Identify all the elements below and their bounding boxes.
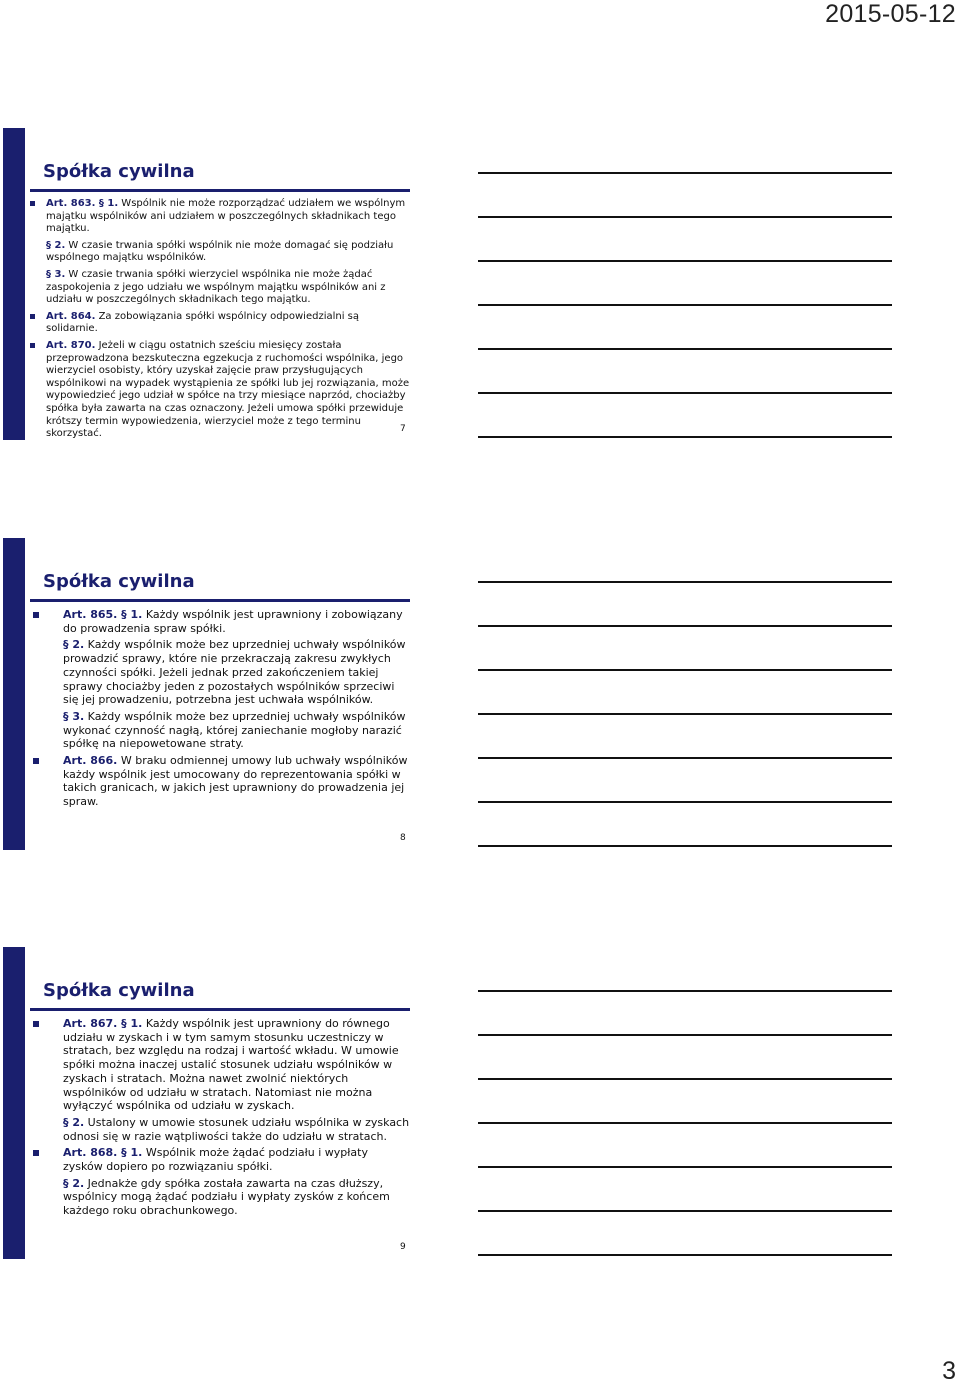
article-text: Każdy wspólnik może bez uprzedniej uchwały wspólników wykonać czynność nagłą, której zaniechanie mogłoby narazić spółkę na niepowetowane straty.: [63, 709, 406, 751]
article-text: Jednakże gdy spółka została zawarta na czas dłuższy, wspólnicy mogą żądać podziału i wypłaty zysków z końcem każdego roku obrachunkowego.: [63, 1176, 390, 1218]
note-line: [478, 1254, 892, 1256]
article-text: Każdy wspólnik jest uprawniony do równego udziału w zyskach i w tym samym stosunku uczestniczy w stratach, bez względu na rodzaj i wartość wkładu. W umowie spółki można inaczej ustalić stosunek udziału wspólników w zyskach i stratach. Można nawet zwolnić niektórych wspólników od udziału w stratach. Natomiast nie można wyłączyć wspólnika od udziału w zyskach.: [63, 1017, 399, 1113]
note-line: [478, 757, 892, 759]
note-line: [478, 1078, 892, 1080]
note-line: [478, 1034, 892, 1036]
slide-title: Spółka cywilna: [43, 571, 195, 592]
title-rule: [30, 189, 410, 192]
page-date: 2015-05-12: [825, 0, 956, 28]
article-ref: Art. 863. § 1.: [46, 198, 119, 209]
list-item: [30, 608, 410, 635]
article-ref: Art. 864.: [46, 310, 96, 322]
article-text: Jeżeli w ciągu ostatnich sześciu miesięcy została przeprowadzona bezskuteczna egzekucja z ruchomości wspólnika, jego wierzyciel osobisty, który uzyskał zajęcie praw przysługujących wspólnikowi na wypadek wystąpienia ze spółki lub jej rozwiązania, może wypowiedzieć jego udział w spółce na trzy miesiące naprzód, chociażby spółka była zawarta na czas oznaczony. Jeżeli umowa spółki przewiduje krótszy termin wypowiedzenia, wierzyciel może z tego terminu skorzystać.: [46, 339, 410, 440]
page-number: 3: [942, 1357, 956, 1385]
article-ref: Art. 868. § 1.: [63, 1146, 143, 1160]
article-ref: § 2.: [63, 638, 85, 652]
list-subitem: [30, 638, 410, 707]
square-bullet-icon: [33, 758, 39, 764]
article-ref: § 2.: [63, 1176, 85, 1190]
list-item: [30, 340, 410, 441]
square-bullet-icon: [30, 201, 35, 206]
note-line: [478, 260, 892, 262]
slide-accent-bar: [3, 128, 25, 440]
square-bullet-icon: [30, 314, 35, 319]
note-line: [478, 1166, 892, 1168]
article-text: Wspólnik nie może rozporządzać udziałem we wspólnym majątku wspólników ani udziałem w poszczególnych składnikach tego majątku.: [46, 198, 406, 235]
slide-title: Spółka cywilna: [43, 980, 195, 1001]
list-subitem: [30, 269, 410, 307]
square-bullet-icon: [33, 1150, 39, 1156]
note-line: [478, 348, 892, 350]
slide-accent-bar: [3, 947, 25, 1259]
note-line: [478, 713, 892, 715]
article-text: Każdy wspólnik jest uprawniony i zobowiązany do prowadzenia spraw spółki.: [63, 608, 403, 635]
list-subitem: [30, 710, 410, 751]
note-line: [478, 216, 892, 218]
square-bullet-icon: [33, 612, 39, 618]
article-text: Każdy wspólnik może bez uprzedniej uchwały wspólników prowadzić sprawy, które nie przekraczają zakresu zwykłych czynności spółki. Jeżeli jednak przed zakończeniem takiej sprawy chociażby jeden z pozostałych wspólników sprzeciwi się jej prowadzeniu, potrzebna jest uchwała wspólników.: [63, 638, 406, 707]
article-ref: Art. 867. § 1.: [63, 1017, 143, 1030]
article-text: Za zobowiązania spółki wspólnicy odpowiedzialni są solidarnie.: [46, 310, 360, 335]
note-line: [478, 1210, 892, 1212]
slide-number: 8: [400, 833, 406, 843]
note-line: [478, 625, 892, 627]
note-line: [478, 1122, 892, 1124]
slide-8: [3, 538, 413, 850]
slide-number: 9: [400, 1242, 406, 1252]
article-text: W braku odmiennej umowy lub uchwały wspólników każdy wspólnik jest umocowany do reprezentowania spółki w takich granicach, w jakich jest uprawniony do prowadzenia jej spraw.: [63, 754, 408, 809]
slide-body: [30, 608, 410, 812]
note-line: [478, 845, 892, 847]
slide-9: [3, 947, 413, 1259]
slide-body: [30, 198, 410, 445]
article-ref: Art. 866.: [63, 754, 118, 768]
title-rule: [30, 1008, 410, 1011]
note-line: [478, 172, 892, 174]
article-text: Wspólnik może żądać podziału i wypłaty zysków dopiero po rozwiązaniu spółki.: [63, 1146, 368, 1174]
note-line: [478, 304, 892, 306]
list-subitem: [30, 1116, 410, 1143]
list-item: [30, 311, 410, 336]
article-text: Ustalony w umowie stosunek udziału wspólnika w zyskach odnosi się w razie wątpliwości także do udziału w stratach.: [63, 1115, 410, 1143]
slide-body: [30, 1017, 410, 1221]
list-item: [30, 754, 410, 809]
article-ref: Art. 870.: [46, 339, 96, 351]
note-line: [478, 990, 892, 992]
list-item: [30, 1146, 410, 1173]
list-subitem: [30, 1177, 410, 1218]
article-ref: § 3.: [63, 709, 85, 723]
square-bullet-icon: [33, 1021, 39, 1027]
slide-7: [3, 128, 413, 440]
article-text: W czasie trwania spółki wierzyciel wspólnika nie może żądać zaspokojenia z jego udziału we wspólnym majątku wspólników ani z udziału w poszczególnych składnikach tego majątku.: [46, 268, 386, 306]
slide-number: 7: [400, 424, 406, 434]
list-subitem: [30, 240, 410, 265]
note-line: [478, 436, 892, 438]
article-ref: § 2.: [46, 239, 66, 251]
note-line: [478, 392, 892, 394]
square-bullet-icon: [30, 343, 35, 348]
article-text: W czasie trwania spółki wspólnik nie może domagać się podziału wspólnego majątku wspólników.: [46, 239, 394, 264]
note-line: [478, 581, 892, 583]
article-ref: § 3.: [46, 268, 66, 280]
note-line: [478, 801, 892, 803]
slide-title: Spółka cywilna: [43, 161, 195, 182]
list-item: [30, 1017, 410, 1113]
article-ref: Art. 865. § 1.: [63, 608, 143, 621]
article-ref: § 2.: [63, 1115, 85, 1129]
list-item: [30, 198, 410, 236]
note-line: [478, 669, 892, 671]
title-rule: [30, 599, 410, 602]
slide-accent-bar: [3, 538, 25, 850]
